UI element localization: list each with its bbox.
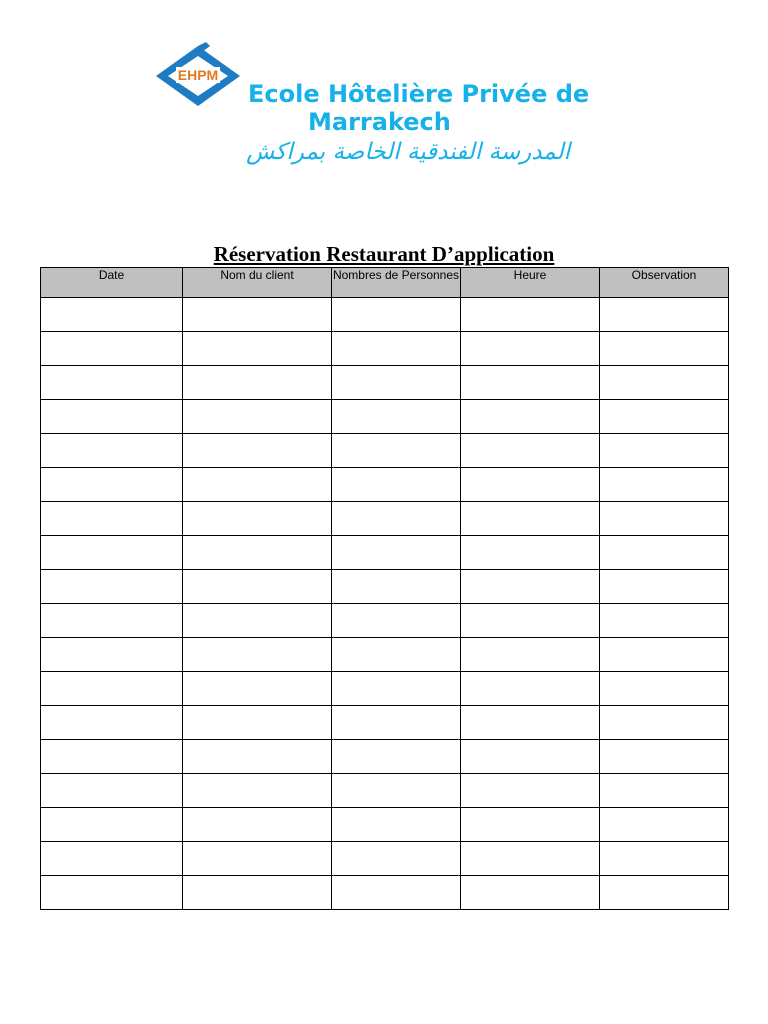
- guest-count-cell: [332, 400, 461, 434]
- reservation-table: [40, 267, 729, 910]
- observation-cell: [600, 468, 729, 502]
- client-name-cell: [183, 604, 332, 638]
- guest-count-cell: [332, 672, 461, 706]
- time-cell: [461, 808, 600, 842]
- table-row: [41, 672, 729, 706]
- time-cell: [461, 740, 600, 774]
- table-row: [41, 400, 729, 434]
- client-name-cell: [183, 434, 332, 468]
- date-cell: [41, 706, 183, 740]
- client-name-cell: [183, 774, 332, 808]
- observation-cell: [600, 536, 729, 570]
- date-cell: [41, 876, 183, 910]
- school-name-arabic: المدرسة الفندقية الخاصة بمراكش: [246, 139, 570, 165]
- client-name-cell: [183, 740, 332, 774]
- table-row: [41, 842, 729, 876]
- client-name-cell: [183, 366, 332, 400]
- guest-count-cell: [332, 842, 461, 876]
- table-row: [41, 808, 729, 842]
- table-row: [41, 604, 729, 638]
- date-cell: [41, 536, 183, 570]
- guest-count-cell: [332, 468, 461, 502]
- observation-cell: [600, 604, 729, 638]
- table-row: [41, 740, 729, 774]
- client-name-cell: [183, 332, 332, 366]
- table-row: [41, 366, 729, 400]
- time-cell: [461, 638, 600, 672]
- observation-cell: [600, 876, 729, 910]
- guest-count-cell: [332, 502, 461, 536]
- observation-cell: [600, 706, 729, 740]
- observation-cell: [600, 672, 729, 706]
- time-cell: [461, 400, 600, 434]
- date-cell: [41, 570, 183, 604]
- date-cell: [41, 604, 183, 638]
- observation-cell: [600, 570, 729, 604]
- client-name-cell: [183, 672, 332, 706]
- client-name-cell: [183, 400, 332, 434]
- table-row: [41, 502, 729, 536]
- time-cell: [461, 468, 600, 502]
- date-cell: [41, 400, 183, 434]
- date-cell: [41, 638, 183, 672]
- table-row: [41, 706, 729, 740]
- date-cell: [41, 740, 183, 774]
- observation-cell: [600, 502, 729, 536]
- time-cell: [461, 706, 600, 740]
- date-cell: [41, 468, 183, 502]
- guest-count-cell: [332, 332, 461, 366]
- table-row: [41, 332, 729, 366]
- guest-count-cell: [332, 638, 461, 672]
- column-header-time: Heure: [461, 268, 600, 298]
- guest-count-cell: [332, 536, 461, 570]
- observation-cell: [600, 740, 729, 774]
- client-name-cell: [183, 876, 332, 910]
- guest-count-cell: [332, 570, 461, 604]
- time-cell: [461, 366, 600, 400]
- date-cell: [41, 366, 183, 400]
- observation-cell: [600, 808, 729, 842]
- table-row: [41, 468, 729, 502]
- ehpm-logo: [152, 42, 244, 110]
- school-name-line2: Marrakech: [308, 108, 451, 136]
- column-header-date: Date: [41, 268, 183, 298]
- observation-cell: [600, 638, 729, 672]
- table-row: [41, 876, 729, 910]
- table-row: [41, 638, 729, 672]
- guest-count-cell: [332, 298, 461, 332]
- guest-count-cell: [332, 434, 461, 468]
- guest-count-cell: [332, 604, 461, 638]
- observation-cell: [600, 434, 729, 468]
- column-header-guest-count: Nombres de Personnes: [332, 268, 461, 298]
- date-cell: [41, 298, 183, 332]
- date-cell: [41, 842, 183, 876]
- time-cell: [461, 842, 600, 876]
- observation-cell: [600, 400, 729, 434]
- observation-cell: [600, 332, 729, 366]
- client-name-cell: [183, 706, 332, 740]
- table-row: [41, 570, 729, 604]
- guest-count-cell: [332, 706, 461, 740]
- date-cell: [41, 808, 183, 842]
- school-name-line1: Ecole Hôtelière Privée de: [248, 80, 590, 108]
- document-title: Réservation Restaurant D’application: [213, 242, 555, 266]
- date-cell: [41, 774, 183, 808]
- time-cell: [461, 876, 600, 910]
- guest-count-cell: [332, 366, 461, 400]
- time-cell: [461, 672, 600, 706]
- time-cell: [461, 570, 600, 604]
- client-name-cell: [183, 502, 332, 536]
- time-cell: [461, 434, 600, 468]
- date-cell: [41, 502, 183, 536]
- observation-cell: [600, 366, 729, 400]
- time-cell: [461, 298, 600, 332]
- date-cell: [41, 434, 183, 468]
- client-name-cell: [183, 536, 332, 570]
- column-header-observation: Observation: [600, 268, 729, 298]
- guest-count-cell: [332, 808, 461, 842]
- time-cell: [461, 536, 600, 570]
- client-name-cell: [183, 638, 332, 672]
- time-cell: [461, 502, 600, 536]
- guest-count-cell: [332, 876, 461, 910]
- table-row: [41, 774, 729, 808]
- guest-count-cell: [332, 774, 461, 808]
- time-cell: [461, 604, 600, 638]
- logo-text: EHPM: [177, 67, 219, 83]
- client-name-cell: [183, 808, 332, 842]
- school-name: [248, 80, 668, 136]
- client-name-cell: [183, 468, 332, 502]
- client-name-cell: [183, 842, 332, 876]
- observation-cell: [600, 298, 729, 332]
- column-header-client-name: Nom du client: [183, 268, 332, 298]
- time-cell: [461, 332, 600, 366]
- date-cell: [41, 672, 183, 706]
- table-header-row: [41, 268, 729, 298]
- observation-cell: [600, 842, 729, 876]
- client-name-cell: [183, 298, 332, 332]
- client-name-cell: [183, 570, 332, 604]
- date-cell: [41, 332, 183, 366]
- observation-cell: [600, 774, 729, 808]
- time-cell: [461, 774, 600, 808]
- table-row: [41, 434, 729, 468]
- guest-count-cell: [332, 740, 461, 774]
- table-row: [41, 298, 729, 332]
- table-row: [41, 536, 729, 570]
